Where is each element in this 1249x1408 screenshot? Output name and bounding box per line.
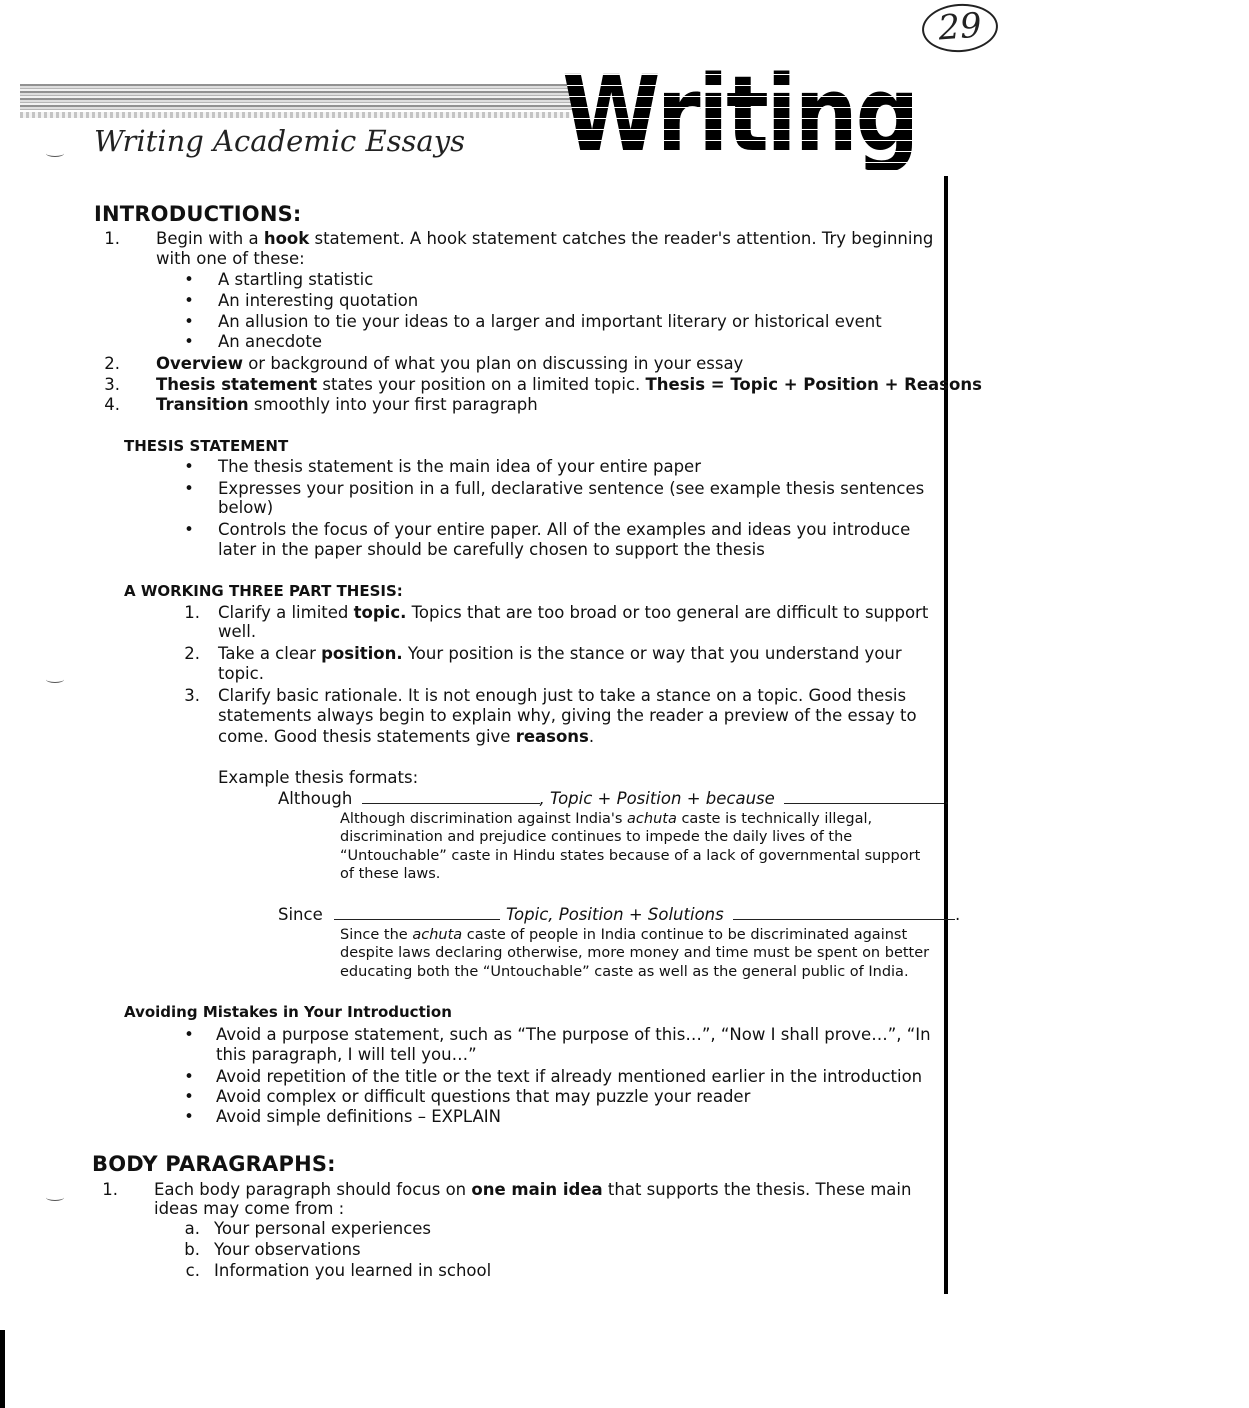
hole-punch-mark — [46, 1194, 64, 1201]
example-line: educating both the “Untouchable” caste as well as the general public of India. — [340, 964, 909, 980]
scan-edge — [0, 1330, 5, 1408]
example-label: Example thesis formats: — [218, 768, 419, 787]
example-line: despite laws declaring otherwise, more money and time must be spent on better — [340, 945, 930, 961]
subtitle: Writing Academic Essays — [94, 124, 465, 158]
thesis-heading: THESIS STATEMENT — [124, 437, 289, 455]
margin-rule — [944, 176, 948, 1294]
scan-artifact — [20, 112, 570, 118]
example-line: Since the achuta caste of people in India continue to be discriminated against — [340, 927, 908, 943]
list-item-cont: come. Good thesis statements give reasons. — [218, 727, 595, 746]
list-item-cont: with one of these: — [156, 249, 305, 268]
example-line: discrimination and prejudice continues to impede the daily lives of the — [340, 829, 853, 845]
list-item-cont: this paragraph, I will tell you…” — [216, 1045, 477, 1064]
list-item-cont: below) — [218, 498, 274, 517]
three-part-heading: A WORKING THREE PART THESIS: — [124, 582, 403, 600]
example-line: Although discrimination against India's achuta caste is technically illegal, — [340, 811, 873, 827]
list-item-cont: ideas may come from : — [154, 1199, 345, 1218]
mistakes-heading: Avoiding Mistakes in Your Introduction — [124, 1003, 452, 1021]
scan-artifact — [20, 84, 580, 110]
hole-punch-mark — [46, 676, 64, 683]
banner-title: Writing Basics — [562, 53, 1249, 175]
thesis-format: Although , Topic + Position + because . — [278, 789, 950, 808]
example-line: “Untouchable” caste in Hindu states because of a lack of governmental support — [340, 848, 921, 864]
list-item-cont: well. — [218, 622, 257, 641]
list-item-cont: later in the paper should be carefully chosen to support the thesis — [218, 540, 765, 559]
example-line: of these laws. — [340, 866, 441, 882]
list-item-cont: topic. — [218, 664, 264, 683]
body-heading: BODY PARAGRAPHS: — [92, 1152, 336, 1176]
thesis-format: Since Topic, Position + Solutions . — [278, 905, 961, 924]
intro-heading: INTRODUCTIONS: — [94, 202, 302, 226]
list-item-cont: statements always begin to explain why, giving the reader a preview of the essay to — [218, 706, 917, 725]
page-number: 29 — [920, 1, 999, 54]
hole-punch-mark — [46, 150, 64, 157]
